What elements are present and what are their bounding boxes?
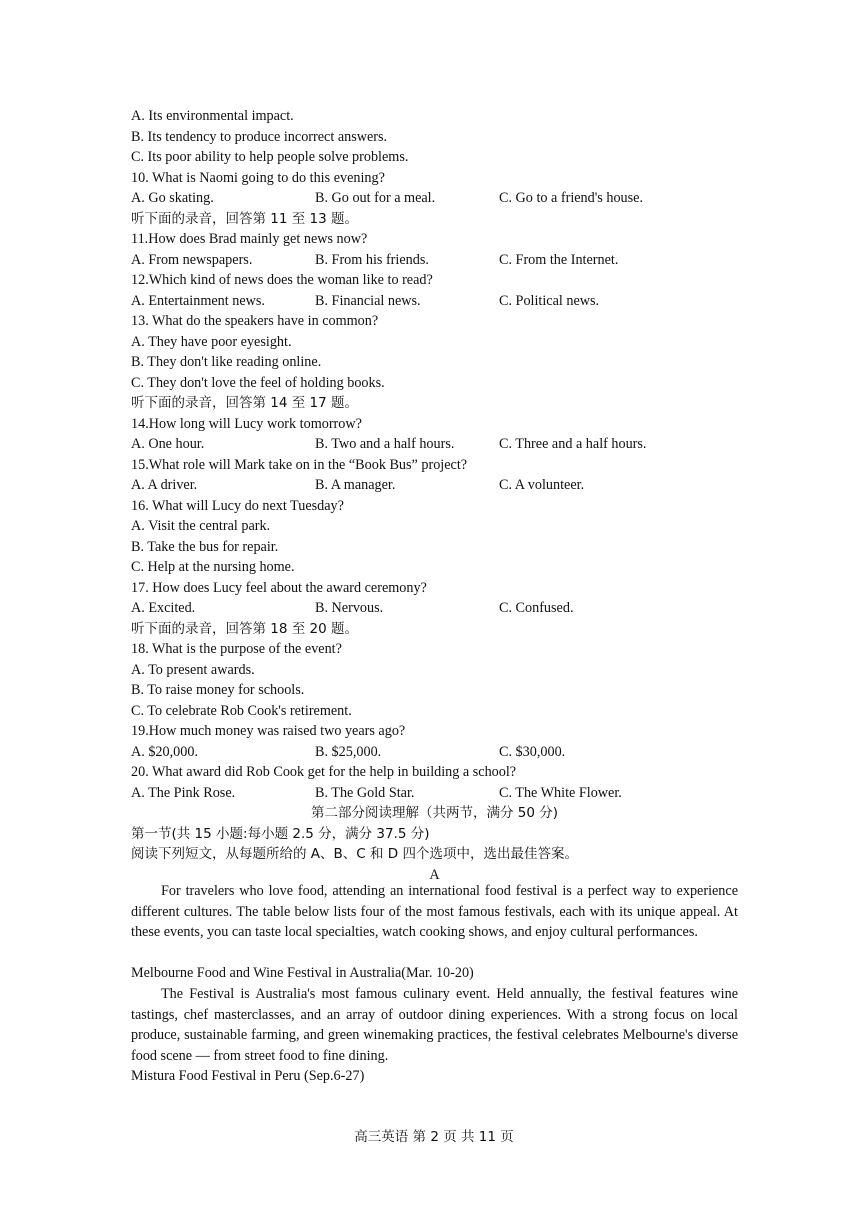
- options-row: [131, 434, 738, 455]
- answer-option: B. A manager.: [315, 477, 396, 493]
- options-row: [131, 783, 738, 804]
- section-heading: A: [429, 866, 440, 883]
- text-line: 20. What award did Rob Cook get for the help in building a school?: [131, 764, 517, 780]
- answer-option: A. From newspapers.: [131, 251, 253, 268]
- answer-option: A. A driver.: [131, 477, 198, 493]
- answer-option: A. Entertainment news.: [131, 292, 265, 309]
- text-line: 15.What role will Mark take on in the “Book Bus” project?: [131, 456, 468, 473]
- text-line: 14.How long will Lucy work tomorrow?: [131, 415, 362, 432]
- text-line: 12.Which kind of news does the woman like to read?: [131, 272, 433, 288]
- text-line: A. Visit the central park.: [131, 518, 271, 534]
- options-row: [131, 188, 738, 209]
- answer-option: A. Excited.: [131, 600, 196, 616]
- answer-option: C. A volunteer.: [499, 477, 585, 493]
- text-line: 18. What is the purpose of the event?: [131, 641, 342, 657]
- answer-option: A. $20,000.: [131, 743, 198, 760]
- page-footer: 高三英语 第 2 页 共 11 页: [354, 1129, 514, 1145]
- text-line: A. They have poor eyesight.: [131, 333, 292, 350]
- section-heading: 第二部分阅读理解（共两节，满分 50 分): [310, 805, 559, 821]
- text-line: C. Its poor ability to help people solve problems.: [131, 149, 409, 165]
- answer-option: B. Go out for a meal.: [315, 190, 436, 206]
- passage-paragraph-melbourne: [131, 984, 738, 1066]
- answer-option: B. Financial news.: [315, 292, 421, 309]
- options-row: [131, 742, 738, 763]
- answer-option: C. From the Internet.: [499, 251, 619, 268]
- text-line: A. Its environmental impact.: [131, 108, 294, 124]
- passage-paragraph-intro: [131, 881, 738, 943]
- text-line: 听下面的录音，回答第 11 至 13 题。: [131, 210, 359, 227]
- text-line: B. Its tendency to produce incorrect answers.: [131, 128, 388, 145]
- options-row: [131, 475, 738, 496]
- passage-text: The Festival is Australia's most famous culinary event. Held annually, the festival features wine tastings, chef masterclasses, and an array of outdoor dining experiences. With a strong focus on local produce, sustainable farming, and green winemaking practices, the festival celebrates Melbourne's diverse food scene — from street food to fine dining.: [131, 986, 738, 1064]
- text-line: 16. What will Lucy do next Tuesday?: [131, 497, 344, 514]
- answer-option: A. The Pink Rose.: [131, 784, 236, 801]
- options-row: [131, 291, 738, 312]
- answer-option: C. Three and a half hours.: [499, 436, 647, 452]
- answer-option: C. The White Flower.: [499, 784, 622, 801]
- answer-option: C. Political news.: [499, 292, 600, 309]
- text-line: A. To present awards.: [131, 661, 255, 678]
- text-line: 19.How much money was raised two years ago?: [131, 723, 406, 739]
- answer-option: B. From his friends.: [315, 251, 429, 268]
- text-line: C. They don't love the feel of holding books.: [131, 374, 385, 391]
- options-row: [131, 598, 738, 619]
- answer-option: C. Confused.: [499, 600, 574, 616]
- answer-option: B. Nervous.: [315, 600, 384, 616]
- answer-option: B. Two and a half hours.: [315, 436, 455, 452]
- text-line: 阅读下列短文，从每题所给的 A、B、C 和 D 四个选项中，选出最佳答案。: [131, 846, 578, 862]
- text-line: 听下面的录音，回答第 18 至 20 题。: [131, 620, 359, 637]
- text-line: C. Help at the nursing home.: [131, 559, 295, 575]
- answer-option: B. The Gold Star.: [315, 784, 415, 801]
- answer-option: C. Go to a friend's house.: [499, 190, 644, 206]
- text-line: C. To celebrate Rob Cook's retirement.: [131, 702, 352, 719]
- text-line: B. They don't like reading online.: [131, 354, 322, 370]
- text-line: 10. What is Naomi going to do this evening?: [131, 169, 385, 186]
- answer-option: C. $30,000.: [499, 743, 566, 760]
- answer-option: A. Go skating.: [131, 190, 214, 206]
- text-line: 听下面的录音，回答第 14 至 17 题。: [131, 395, 359, 411]
- text-line: 第一节(共 15 小题:每小题 2.5 分，满分 37.5 分): [131, 825, 430, 842]
- text-line: 11.How does Brad mainly get news now?: [131, 231, 368, 247]
- answer-option: A. One hour.: [131, 436, 205, 452]
- text-line: B. Take the bus for repair.: [131, 538, 279, 555]
- festival-heading-melbourne: Melbourne Food and Wine Festival in Australia(Mar. 10-20): [131, 965, 474, 981]
- options-row: [131, 250, 738, 271]
- text-line: B. To raise money for schools.: [131, 682, 305, 698]
- text-line: 13. What do the speakers have in common?: [131, 313, 379, 329]
- passage-text: For travelers who love food, attending an international food festival is a perfect way to experience different cultures. The table below lists four of the most famous festivals, each with its unique appeal. At these events, you can taste local specialties, watch cooking shows, and enjoy cultural performances.: [131, 883, 738, 940]
- answer-option: B. $25,000.: [315, 743, 382, 760]
- festival-heading-mistura: Mistura Food Festival in Peru (Sep.6-27): [131, 1068, 365, 1084]
- text-line: 17. How does Lucy feel about the award ceremony?: [131, 579, 427, 596]
